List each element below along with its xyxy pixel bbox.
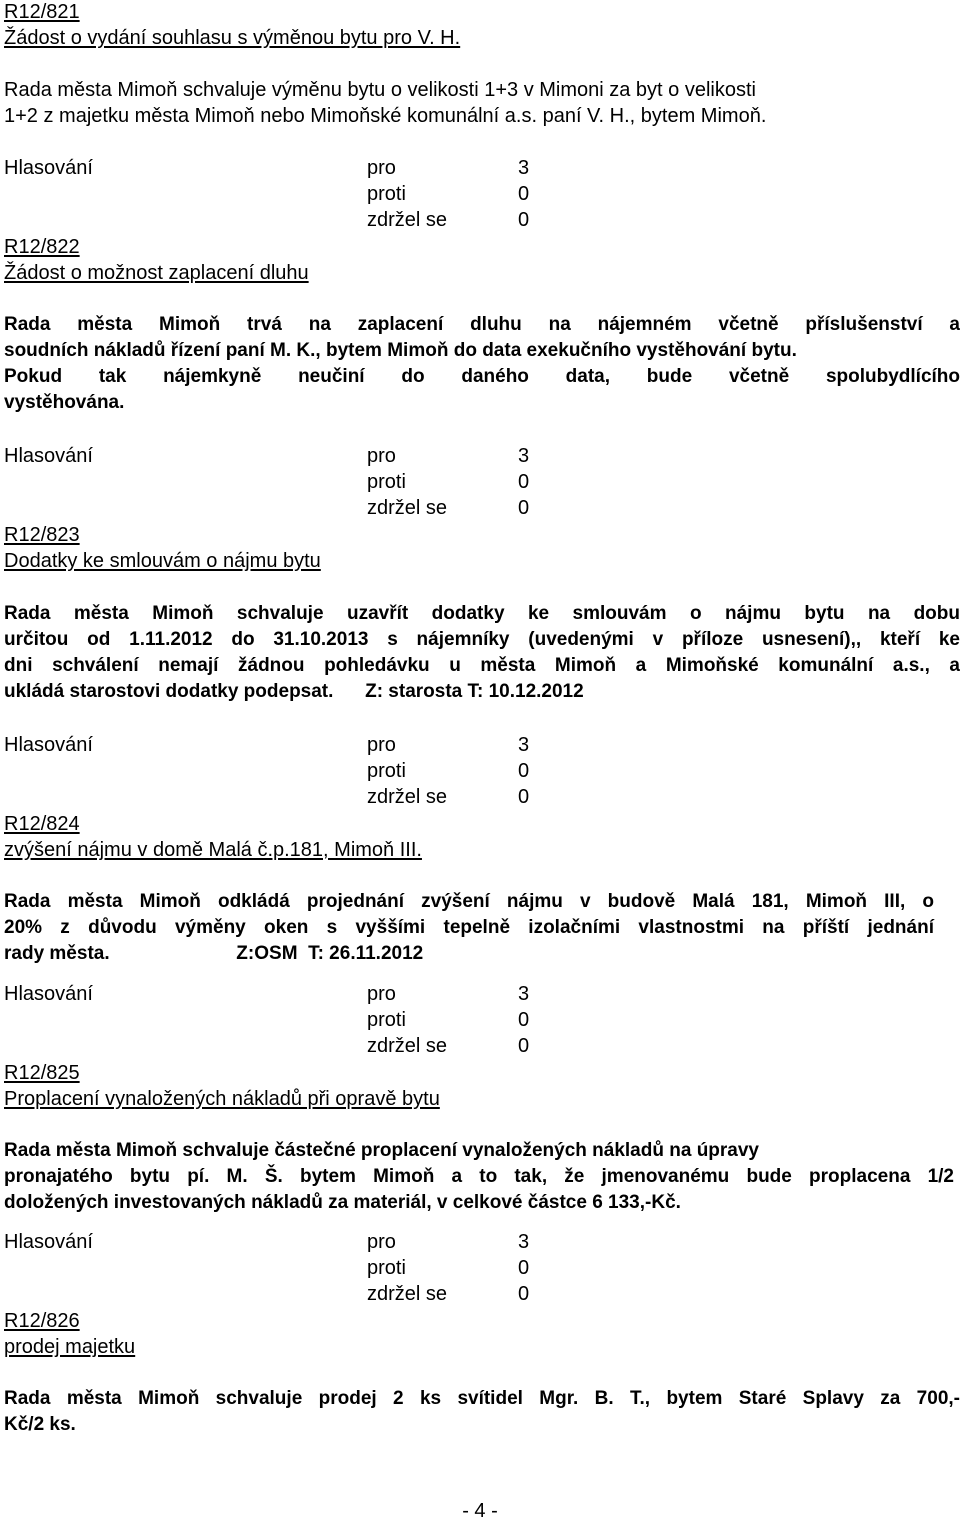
vote-proti-label: proti: [367, 1257, 406, 1279]
resolution-subject: Žádost o možnost zaplacení dluhu: [4, 262, 309, 284]
vote-zdrzel-count: 0: [518, 1035, 530, 1057]
resolution-number: R12/822: [4, 236, 80, 258]
vote-zdrzel-count: 0: [518, 209, 530, 231]
vote-pro-count: 3: [518, 445, 530, 467]
vote-proti-label: proti: [367, 183, 406, 205]
vote-zdrzel-label: zdržel se: [367, 1283, 448, 1305]
vote-proti-count: 0: [518, 471, 530, 493]
vote-zdrzel-label: zdržel se: [367, 497, 448, 519]
vote-zdrzel-label: zdržel se: [367, 786, 448, 808]
resolution-text-line: pronajatého bytu pí. M. Š. bytem Mimoň a to tak, že jmenovanému bude proplacena 1/2: [4, 1166, 954, 1187]
resolution-text-line: Kč/2 ks.: [4, 1414, 76, 1435]
resolution-subject: Proplacení vynaložených nákladů při opravě bytu: [4, 1088, 440, 1110]
vote-proti-count: 0: [518, 183, 530, 205]
resolution-text-line: dni schválení nemají žádnou pohledávku u města Mimoň a Mimoňské komunální a.s., a: [4, 655, 960, 676]
vote-label: Hlasování: [4, 157, 93, 179]
resolution-text-line: určitou od 1.11.2012 do 31.10.2013 s nájemníky (uvedenými v příloze usnesení),, kteří ke: [4, 629, 960, 650]
resolution-text-line: doložených investovaných nákladů za materiál, v celkové částce 6 133,-Kč.: [4, 1192, 681, 1213]
vote-zdrzel-label: zdržel se: [367, 209, 448, 231]
vote-pro-count: 3: [518, 157, 530, 179]
vote-zdrzel-count: 0: [518, 786, 530, 808]
vote-pro-label: pro: [367, 1231, 396, 1253]
vote-pro-count: 3: [518, 983, 530, 1005]
resolution-text-line: rady města. Z:OSM T: 26.11.2012: [4, 943, 424, 964]
vote-pro-label: pro: [367, 157, 396, 179]
resolution-number: R12/823: [4, 524, 80, 546]
vote-proti-label: proti: [367, 760, 406, 782]
resolution-text-line: soudních nákladů řízení paní M. K., bytem Mimoň do data exekučního vystěhování bytu.: [4, 340, 797, 361]
resolution-text-line: Rada města Mimoň odkládá projednání zvýšení nájmu v budově Malá 181, Mimoň III, o: [4, 891, 934, 912]
resolution-text: [4, 889, 934, 967]
resolution-text-line: Rada města Mimoň trvá na zaplacení dluhu na nájemném včetně příslušenství a: [4, 314, 960, 335]
vote-label: Hlasování: [4, 445, 93, 467]
resolution-number: R12/824: [4, 813, 80, 835]
vote-label: Hlasování: [4, 734, 93, 756]
vote-proti-label: proti: [367, 1009, 406, 1031]
vote-proti-count: 0: [518, 760, 530, 782]
vote-pro-label: pro: [367, 983, 396, 1005]
vote-pro-count: 3: [518, 1231, 530, 1253]
vote-label: Hlasování: [4, 1231, 93, 1253]
resolution-text-line: Rada města Mimoň schvaluje uzavřít dodatky ke smlouvám o nájmu bytu na dobu: [4, 603, 960, 624]
resolution-text: [4, 1138, 954, 1216]
resolution-text-line: 1+2 z majetku města Mimoň nebo Mimoňské komunální a.s. paní V. H., bytem Mimoň.: [4, 105, 767, 127]
resolution-number: R12/821: [4, 1, 80, 23]
page-number: - 4 -: [462, 1500, 498, 1522]
resolution-text-line: vystěhována.: [4, 392, 125, 413]
vote-zdrzel-count: 0: [518, 1283, 530, 1305]
resolution-subject: zvýšení nájmu v domě Malá č.p.181, Mimoň III.: [4, 839, 422, 861]
resolution-text: [4, 601, 960, 705]
vote-pro-label: pro: [367, 445, 396, 467]
resolution-text-line: Rada města Mimoň schvaluje výměnu bytu o velikosti 1+3 v Mimoni za byt o velikosti: [4, 79, 756, 101]
resolution-text-line: Rada města Mimoň schvaluje prodej 2 ks svítidel Mgr. B. T., bytem Staré Splavy za 700,-: [4, 1388, 960, 1409]
resolution-number: R12/825: [4, 1062, 80, 1084]
resolution-subject: prodej majetku: [4, 1336, 136, 1358]
vote-proti-count: 0: [518, 1009, 530, 1031]
vote-label: Hlasování: [4, 983, 93, 1005]
vote-proti-count: 0: [518, 1257, 530, 1279]
resolution-text: [4, 1386, 960, 1438]
vote-pro-count: 3: [518, 734, 530, 756]
vote-zdrzel-count: 0: [518, 497, 530, 519]
resolution-text: [4, 312, 960, 416]
vote-pro-label: pro: [367, 734, 396, 756]
resolution-number: R12/826: [4, 1310, 80, 1332]
resolution-subject: Žádost o vydání souhlasu s výměnou bytu pro V. H.: [4, 27, 461, 49]
resolution-subject: Dodatky ke smlouvám o nájmu bytu: [4, 550, 321, 572]
vote-zdrzel-label: zdržel se: [367, 1035, 448, 1057]
resolution-text-line: ukládá starostovi dodatky podepsat. Z: starosta T: 10.12.2012: [4, 681, 584, 702]
resolution-text-line: 20% z důvodu výměny oken s vyššími tepelně izolačními vlastnostmi na příští jednání: [4, 917, 934, 938]
resolution-text-line: Rada města Mimoň schvaluje částečné proplacení vynaložených nákladů na úpravy: [4, 1140, 759, 1161]
resolution-text-line: Pokud tak nájemkyně neučiní do daného data, bude včetně spolubydlícího: [4, 366, 960, 387]
vote-proti-label: proti: [367, 471, 406, 493]
